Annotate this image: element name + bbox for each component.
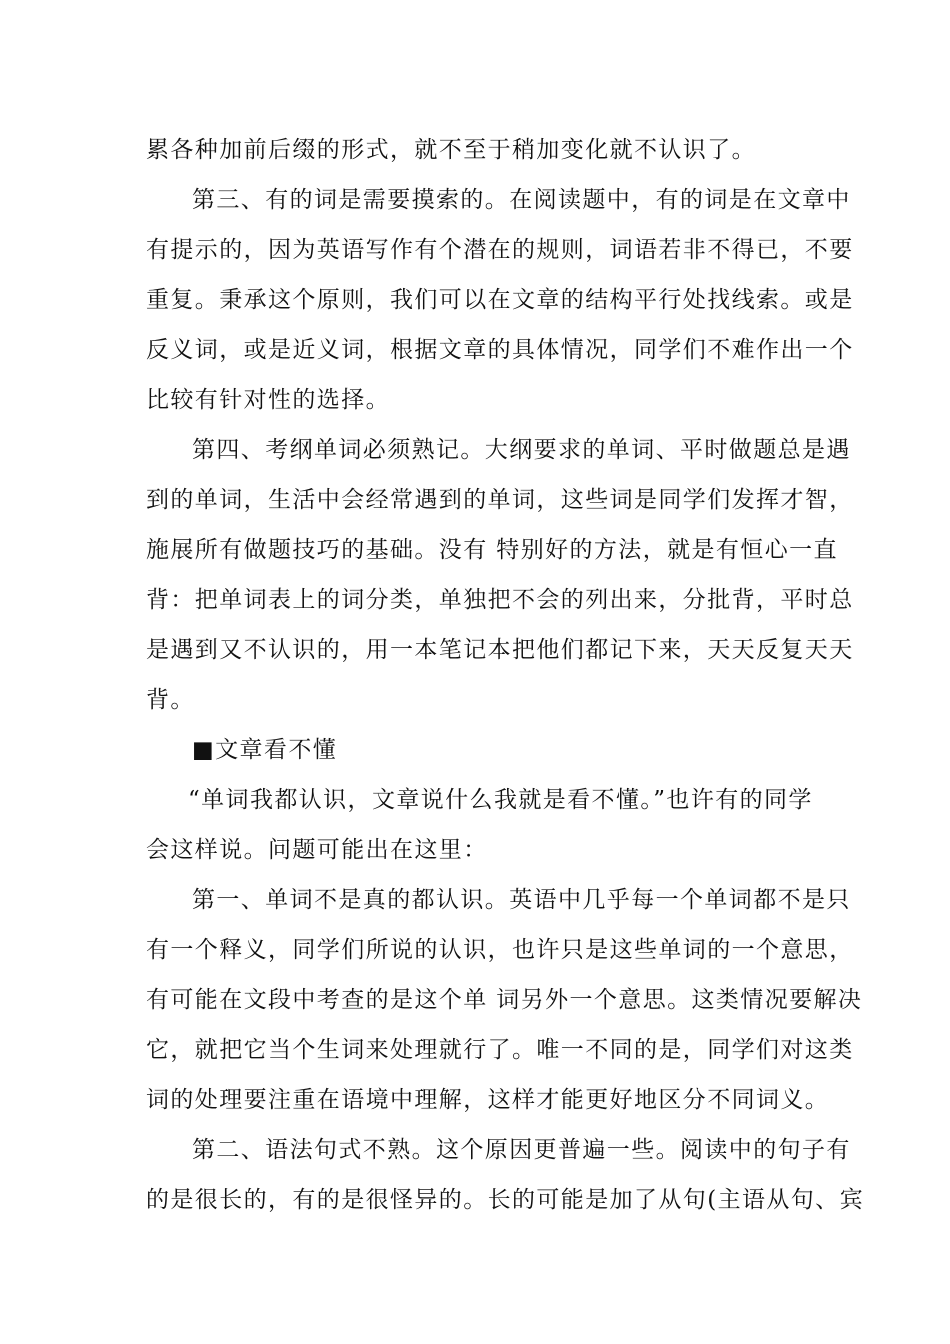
paragraph-line: “单词我都认识，文章说什么我就是看不懂。”也许有的同学: [188, 787, 813, 813]
paragraph-line: 第三、有的词是需要摸索的。在阅读题中，有的词是在文章中: [192, 187, 851, 213]
paragraph-line: 会这样说。问题可能出在这里：: [146, 837, 488, 863]
paragraph-line: 词的处理要注重在语境中理解，这样才能更好地区分不同词义。: [146, 1087, 830, 1113]
paragraph-line: 施展所有做题技巧的基础。没有 特别好的方法，就是有恒心一直: [146, 537, 838, 563]
paragraph-line: 它，就把它当个生词来处理就行了。唯一不同的是，同学们对这类: [146, 1037, 854, 1063]
paragraph-line: 有一个释义，同学们所说的认识，也许只是这些单词的一个意思，: [146, 937, 854, 963]
section-heading: ■文章看不懂: [192, 737, 338, 763]
paragraph-line: 比较有针对性的选择。: [146, 387, 390, 413]
paragraph-line: 的是很长的，有的是很怪异的。长的可能是加了从句(主语从句、宾: [146, 1187, 864, 1213]
paragraph-line: 累各种加前后缀的形式，就不至于稍加变化就不认识了。: [146, 137, 756, 163]
paragraph-line: 重复。秉承这个原则，我们可以在文章的结构平行处找线索。或是: [146, 287, 854, 313]
paragraph-line: 背：把单词表上的词分类，单独把不会的列出来，分批背，平时总: [146, 587, 854, 613]
paragraph-line: 第二、语法句式不熟。这个原因更普遍一些。阅读中的句子有: [192, 1137, 851, 1163]
paragraph-line: 背。: [146, 687, 195, 713]
paragraph-line: 有可能在文段中考查的是这个单 词另外一个意思。这类情况要解决: [146, 987, 863, 1013]
paragraph-line: 有提示的，因为英语写作有个潜在的规则，词语若非不得已，不要: [146, 237, 854, 263]
paragraph-line: 是遇到又不认识的，用一本笔记本把他们都记下来，天天反复天天: [146, 637, 854, 663]
paragraph-line: 第四、考纲单词必须熟记。大纲要求的单词、平时做题总是遇: [192, 437, 851, 463]
paragraph-line: 第一、单词不是真的都认识。英语中几乎每一个单词都不是只: [192, 887, 851, 913]
paragraph-line: 到的单词，生活中会经常遇到的单词，这些词是同学们发挥才智，: [146, 487, 854, 513]
paragraph-line: 反义词，或是近义词，根据文章的具体情况，同学们不难作出一个: [146, 337, 854, 363]
